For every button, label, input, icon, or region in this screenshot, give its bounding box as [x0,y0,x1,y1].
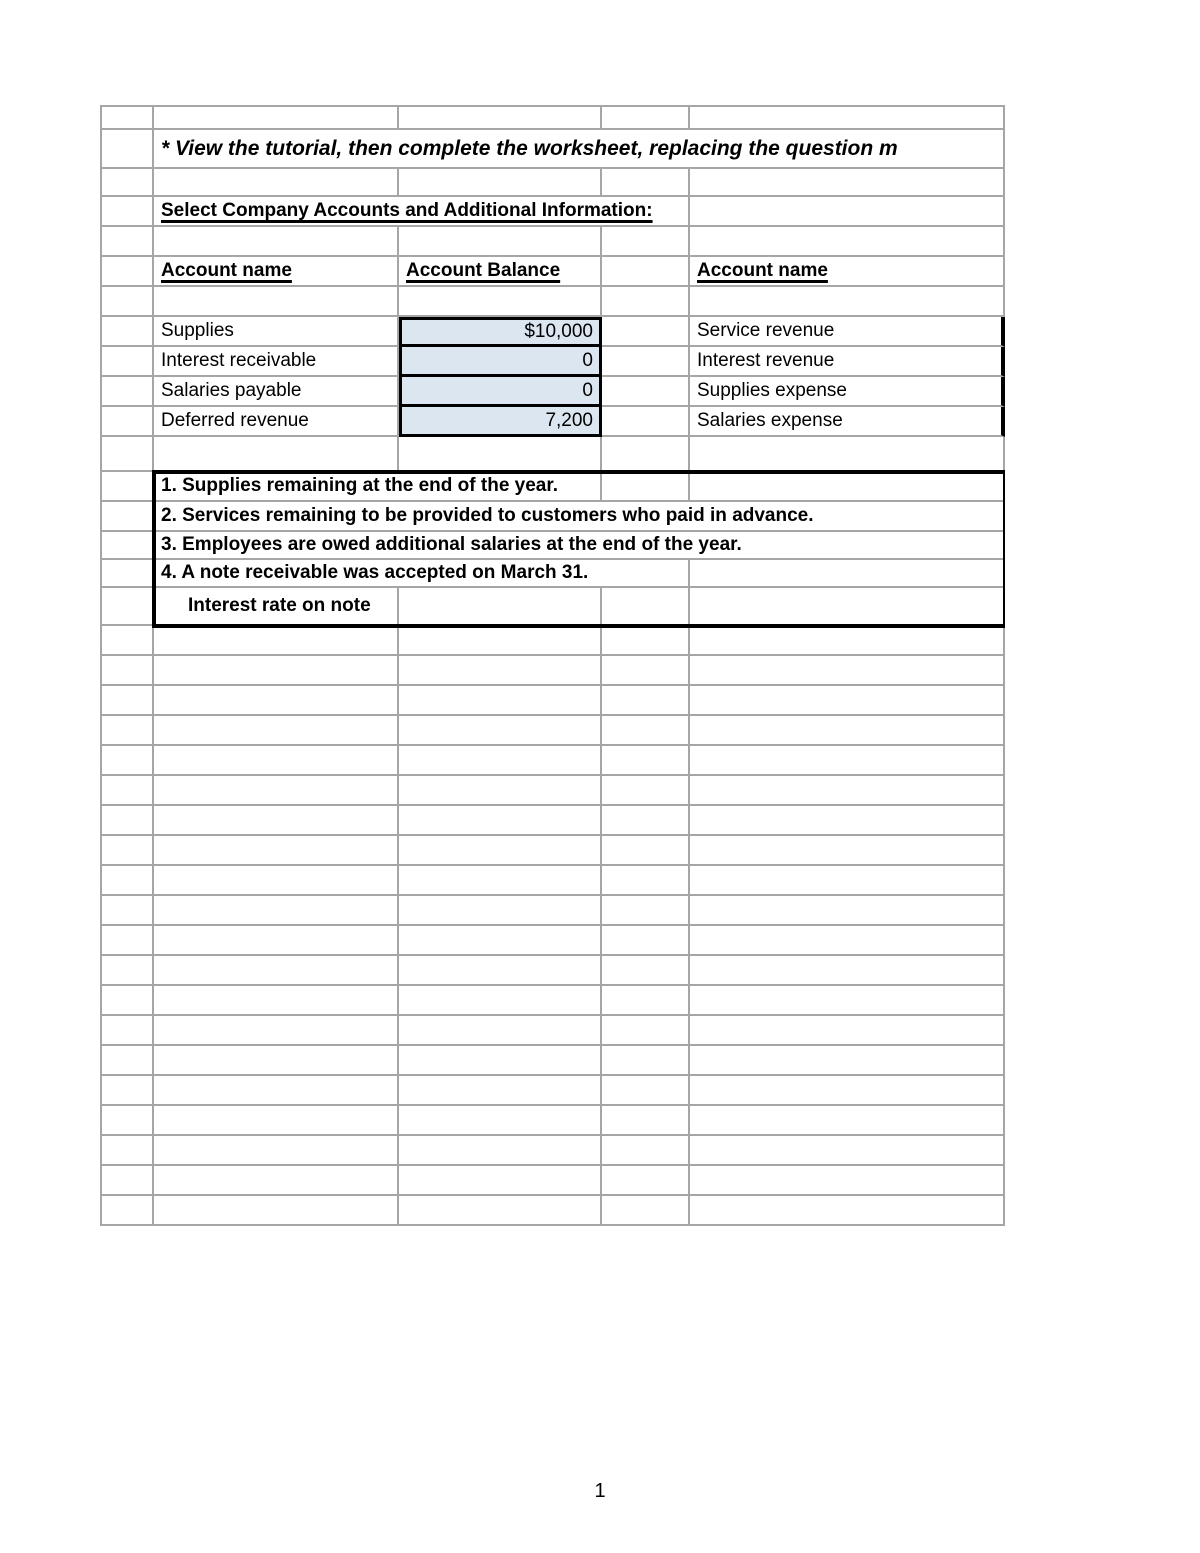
empty-cell [154,107,399,130]
empty-cell [602,1016,690,1046]
column-header-account-name-left: Account name [161,260,292,281]
account-name-right-cell [690,317,1005,347]
header-cell [690,257,1005,287]
empty-cell [602,986,690,1016]
empty-cell [399,1076,602,1106]
account-name: Supplies [161,320,234,341]
note-text: Interest rate on note [188,595,371,616]
empty-grid-row [102,836,1005,866]
empty-cell [102,956,154,986]
empty-cell [602,806,690,836]
account-name-cell [154,317,399,347]
note-cell [154,502,1005,532]
empty-cell [690,626,1005,656]
account-balance-value: 0 [582,379,593,401]
empty-cell [690,1076,1005,1106]
row-gutter-cell [102,532,154,560]
empty-cell [399,169,602,197]
empty-cell [690,686,1005,716]
empty-cell [602,257,690,287]
empty-cell [154,926,399,956]
empty-cell [154,776,399,806]
empty-cell [690,437,1005,472]
note-text: 3. Employees are owed additional salaries at the end of the year. [161,534,742,555]
account-name: Interest receivable [161,350,317,371]
empty-grid-row [102,896,1005,926]
empty-cell [602,227,690,257]
account-name-right-cell [690,407,1005,437]
note-cell [154,472,602,502]
empty-cell [154,626,399,656]
row-gutter-cell [102,169,154,197]
empty-cell [690,716,1005,746]
account-name: Salaries payable [161,380,302,401]
empty-cell [154,1046,399,1076]
empty-grid-row [102,626,1005,656]
empty-cell [602,1136,690,1166]
row-gutter-cell [102,502,154,532]
empty-cell [690,197,1005,227]
empty-cell [602,656,690,686]
note-cell [154,532,1005,560]
empty-cell [690,169,1005,197]
empty-cell [399,1166,602,1196]
account-balance-value: 7,200 [545,409,593,431]
spacer-row [102,169,1005,197]
empty-grid-row [102,716,1005,746]
instruction-row [102,130,1005,169]
account-name: Supplies expense [697,380,847,401]
empty-cell [102,836,154,866]
account-name-cell [154,377,399,407]
empty-cell [690,926,1005,956]
empty-cell [154,806,399,836]
empty-cell [102,986,154,1016]
empty-cell [602,472,690,502]
note-cell [154,588,399,626]
section-heading: Select Company Accounts and Additional Information: [161,200,653,221]
empty-cell [690,1166,1005,1196]
empty-cell [399,686,602,716]
empty-cell [102,746,154,776]
empty-cell [154,1016,399,1046]
account-name: Salaries expense [697,410,843,431]
empty-cell [690,836,1005,866]
empty-cell [399,926,602,956]
empty-grid-row [102,1076,1005,1106]
spacer-row [102,437,1005,472]
empty-cell [690,806,1005,836]
empty-cell [690,1196,1005,1226]
empty-cell [690,1016,1005,1046]
account-name-right-cell [690,377,1005,407]
empty-cell [690,227,1005,257]
empty-cell [102,1016,154,1046]
empty-cell [102,866,154,896]
empty-cell [399,437,602,472]
column-header-account-name-right: Account name [697,260,828,281]
header-cell [154,257,399,287]
empty-cell [399,1046,602,1076]
empty-cell [690,656,1005,686]
empty-grid-row [102,776,1005,806]
empty-cell [602,686,690,716]
account-name-cell [154,407,399,437]
empty-cell [102,656,154,686]
empty-cell [602,1196,690,1226]
table-header-row [102,257,1005,287]
empty-cell [602,1106,690,1136]
empty-cell [602,437,690,472]
empty-cell [399,746,602,776]
empty-cell [154,866,399,896]
account-balance-input-cell[interactable] [399,377,602,407]
empty-cell [690,588,1005,626]
empty-cell [690,776,1005,806]
row-gutter-cell [102,407,154,437]
note-text: 1. Supplies remaining at the end of the year. [161,475,558,496]
empty-cell [690,560,1005,588]
empty-cell [154,1166,399,1196]
empty-cell [399,1106,602,1136]
spacer-row [102,287,1005,317]
instruction-note: * View the tutorial, then complete the worksheet, replacing the question m [161,136,898,160]
empty-cell [602,169,690,197]
empty-cell [602,746,690,776]
row-gutter-cell [102,287,154,317]
row-gutter-cell [102,227,154,257]
empty-grid-row [102,686,1005,716]
empty-cell [154,227,399,257]
empty-cell [399,1136,602,1166]
empty-cell [102,926,154,956]
account-row [102,317,1005,347]
empty-cell [154,896,399,926]
empty-cell [399,107,602,130]
empty-cell [399,986,602,1016]
empty-cell [690,1046,1005,1076]
empty-cell [102,716,154,746]
empty-grid-row [102,866,1005,896]
column-header-account-balance: Account Balance [406,260,561,281]
empty-cell [602,836,690,866]
row-gutter-cell [102,107,154,130]
account-name: Deferred revenue [161,410,309,431]
note-row [102,588,1005,626]
account-balance-input-cell[interactable] [399,407,602,437]
note-row [102,472,1005,502]
empty-cell [102,1166,154,1196]
header-cell [399,257,602,287]
empty-cell [154,686,399,716]
empty-cell [690,956,1005,986]
account-name: Interest revenue [697,350,835,371]
empty-grid-row [102,956,1005,986]
account-row [102,407,1005,437]
empty-cell [399,588,602,626]
empty-cell [399,956,602,986]
empty-cell [102,1076,154,1106]
empty-cell [602,716,690,746]
empty-cell [102,776,154,806]
empty-cell [399,227,602,257]
empty-cell [102,686,154,716]
note-text: 4. A note receivable was accepted on March 31. [161,562,589,583]
empty-cell [399,1016,602,1046]
empty-cell [154,986,399,1016]
empty-cell [399,656,602,686]
empty-cell [399,806,602,836]
instruction-cell [154,130,1005,169]
empty-cell [602,626,690,656]
account-name: Service revenue [697,320,835,341]
empty-cell [690,866,1005,896]
empty-cell [602,317,690,347]
empty-cell [690,1106,1005,1136]
empty-cell [102,626,154,656]
row-gutter-cell [102,560,154,588]
empty-cell [690,1136,1005,1166]
note-text: 2. Services remaining to be provided to customers who paid in advance. [161,505,814,526]
empty-cell [690,986,1005,1016]
empty-cell [154,287,399,317]
empty-cell [399,836,602,866]
account-balance-input-cell[interactable] [399,347,602,377]
account-balance-value: 0 [582,349,593,371]
row-gutter-cell [102,377,154,407]
empty-cell [602,407,690,437]
empty-cell [102,1046,154,1076]
empty-cell [690,472,1005,502]
empty-cell [102,1196,154,1226]
empty-cell [690,107,1005,130]
empty-cell [399,866,602,896]
spacer-row [102,107,1005,130]
empty-cell [154,1106,399,1136]
page-number: 1 [594,1480,606,1502]
empty-cell [399,626,602,656]
worksheet-grid [100,105,1005,1226]
empty-cell [154,746,399,776]
empty-cell [154,1076,399,1106]
row-gutter-cell [102,347,154,377]
empty-grid-row [102,1196,1005,1226]
empty-cell [399,287,602,317]
empty-cell [602,956,690,986]
empty-grid-row [102,656,1005,686]
empty-cell [154,836,399,866]
empty-cell [102,1136,154,1166]
row-gutter-cell [102,130,154,169]
empty-grid-row [102,1106,1005,1136]
empty-cell [602,1046,690,1076]
note-cell [154,560,690,588]
empty-cell [602,1166,690,1196]
empty-cell [399,896,602,926]
empty-cell [602,377,690,407]
empty-cell [154,956,399,986]
row-gutter-cell [102,588,154,626]
account-name-right-cell [690,347,1005,377]
account-row [102,347,1005,377]
note-row [102,502,1005,532]
empty-cell [154,656,399,686]
empty-grid-row [102,1046,1005,1076]
empty-cell [602,347,690,377]
empty-grid-row [102,1016,1005,1046]
account-name-cell [154,347,399,377]
note-row [102,532,1005,560]
empty-cell [154,437,399,472]
row-gutter-cell [102,317,154,347]
empty-cell [102,1106,154,1136]
note-row [102,560,1005,588]
row-gutter-cell [102,257,154,287]
row-gutter-cell [102,472,154,502]
empty-cell [602,896,690,926]
empty-grid-row [102,806,1005,836]
account-balance-input-cell[interactable] [399,317,602,347]
empty-cell [602,926,690,956]
empty-grid-rows [102,626,1005,1226]
account-balance-value: $10,000 [524,321,593,342]
section-heading-cell [154,197,690,227]
empty-grid-row [102,1166,1005,1196]
section-heading-row [102,197,1005,227]
empty-cell [602,866,690,896]
empty-grid-row [102,986,1005,1016]
empty-cell [602,287,690,317]
empty-grid-row [102,926,1005,956]
empty-cell [154,1196,399,1226]
empty-cell [399,1196,602,1226]
empty-cell [602,776,690,806]
empty-cell [602,1076,690,1106]
empty-cell [399,716,602,746]
empty-cell [102,896,154,926]
account-row [102,377,1005,407]
empty-cell [154,169,399,197]
empty-cell [154,1136,399,1166]
empty-grid-row [102,1136,1005,1166]
empty-cell [690,896,1005,926]
empty-cell [602,107,690,130]
empty-grid-row [102,746,1005,776]
row-gutter-cell [102,197,154,227]
empty-cell [690,287,1005,317]
empty-cell [399,776,602,806]
row-gutter-cell [102,437,154,472]
empty-cell [690,746,1005,776]
spacer-row [102,227,1005,257]
empty-cell [602,588,690,626]
empty-cell [154,716,399,746]
empty-cell [102,806,154,836]
